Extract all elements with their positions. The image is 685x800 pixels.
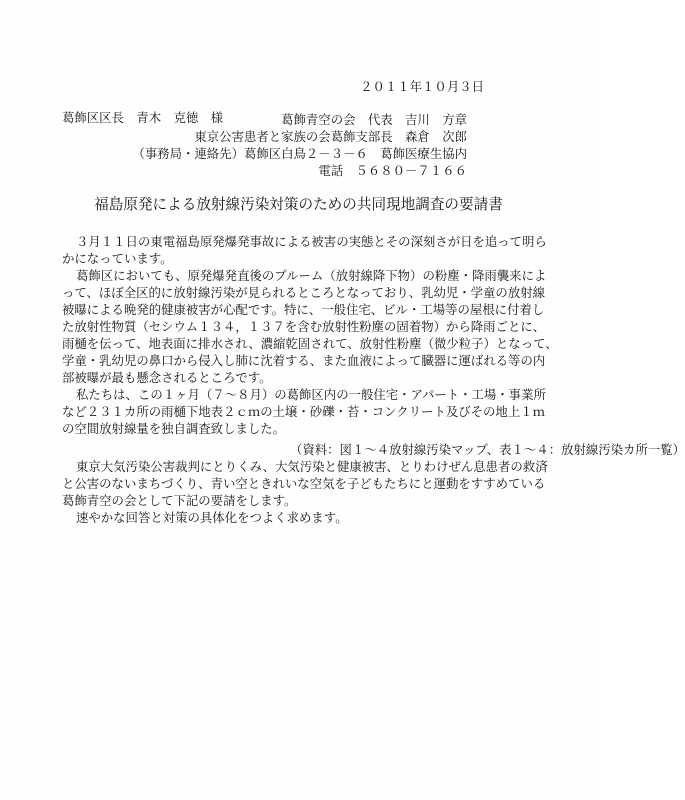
sender-line: 東京公害患者と家族の会葛飾支部長 森倉 次郎 bbox=[194, 129, 467, 144]
document-title: 福島原発による放射線汚染対策のための共同現地調査の要請書 bbox=[94, 196, 503, 213]
body-line: ３月１１日の東電福島原発爆発事故による被害の実態とその深刻さが日を追って明ら bbox=[76, 234, 547, 249]
body-line: など２３１カ所の雨樋下地表２ｃｍの土壌・砂礫・苔・コンクリート及びその地上１ｍ bbox=[62, 404, 545, 419]
addressee: 葛飾区区長 青木 克徳 様 bbox=[62, 110, 224, 125]
sender-contact-line: （事務局・連絡先）葛飾区白鳥２－３－６ 葛飾医療生協内 bbox=[132, 146, 467, 161]
body-line: た放射性物質（セシウム１３４，１３７を含む放射性粉塵の固着物）から降雨ごとに、 bbox=[62, 319, 546, 334]
body-line: って、ほぼ全区的に放射線汚染が見られるところとなっており、乳幼児・学童の放射線 bbox=[62, 285, 545, 300]
body-line: かになっています。 bbox=[62, 251, 173, 266]
letter-date: ２０１１年１０月３日 bbox=[360, 79, 484, 94]
body-line: と公害のないまちづくり、青い空ときれいな空気を子どもたちにと運動をすすめている bbox=[62, 476, 546, 491]
body-line: 葛飾青空の会として下記の要請をします。 bbox=[62, 493, 297, 508]
body-line: 被曝による晩発的健康被害が心配です。特に、一般住宅、ビル・工場等の屋根に付着し bbox=[62, 302, 545, 317]
body-line: 速やかな回答と対策の具体化をつよく求めます。 bbox=[76, 510, 348, 525]
body-line: 学童・乳幼児の鼻口から侵入し肺に沈着する、また血液によって臓器に運ばれる等の内 bbox=[62, 353, 546, 368]
body-line: の空間放射線量を独自調査致しました。 bbox=[62, 421, 286, 436]
body-line: 東京大気汚染公害裁判にとりくみ、大気汚染と健康被害、とりわけぜん息患者の救済 bbox=[76, 459, 548, 474]
body-line: 葛飾区においても、原発爆発直後のプルーム（放射線降下物）の粉塵・降雨襲来によ bbox=[76, 268, 547, 283]
body-line: 部被曝が最も懸念されるところです。 bbox=[62, 370, 272, 385]
body-line: 雨樋を伝って、地表面に排水され、濃縮乾固されて、放射性粉塵（微少粒子）となって、 bbox=[62, 336, 558, 351]
materials-citation: （資料：図１～４放射線汚染マップ、表１～４：放射線汚染カ所一覧） bbox=[290, 442, 685, 457]
sender-line: 葛飾青空の会 代表 吉川 方章 bbox=[281, 112, 467, 127]
body-line: 私たちは、この１ヶ月（７～８月）の葛飾区内の一般住宅・アパート・工場・事業所 bbox=[76, 387, 546, 402]
sender-phone-line: 電話 ５６８０－７１６６ bbox=[318, 163, 467, 178]
